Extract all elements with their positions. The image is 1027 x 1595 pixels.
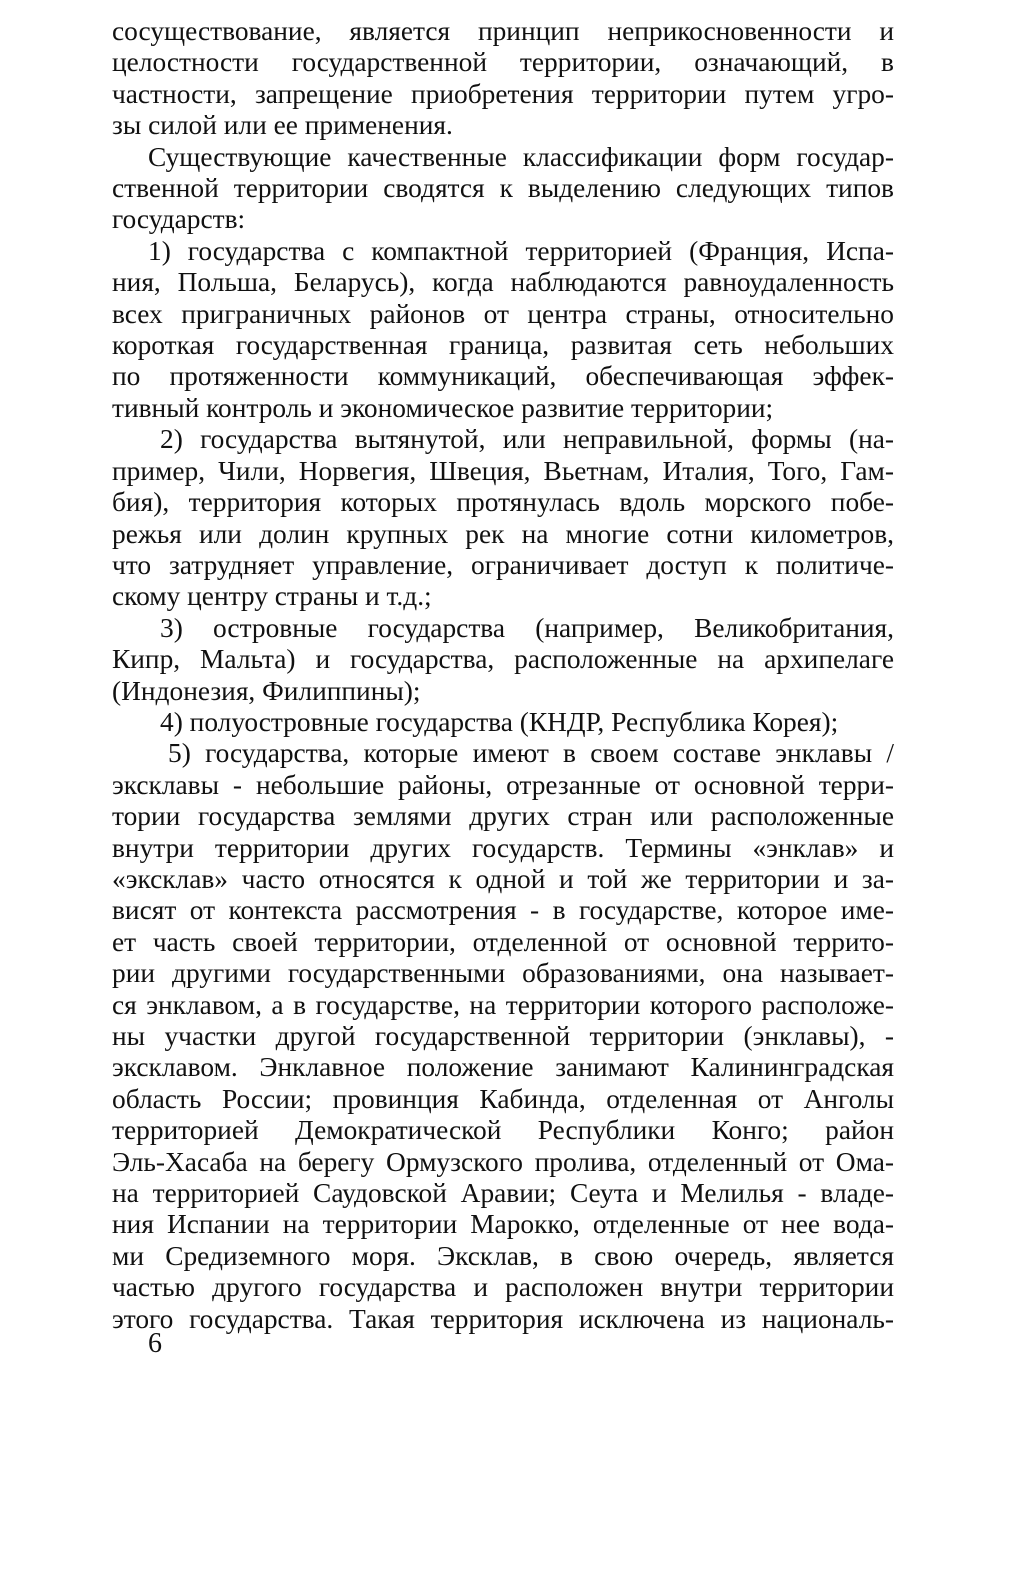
text-line: на территорией Саудовской Аравии; Сеута и Мелилья - владе-: [112, 1178, 894, 1209]
book-page: [112, 16, 894, 1576]
text-line: область России; провинция Кабинда, отделенная от Анголы: [112, 1083, 894, 1114]
text-line: по протяженности коммуникаций, обеспечивающая эффек-: [112, 361, 894, 392]
text-line: что затрудняет управление, ограничивает доступ к политиче-: [112, 549, 894, 580]
text-line: тивный контроль и экономическое развитие территории;: [112, 392, 774, 423]
text-line: ет часть своей территории, отделенной от основной террито-: [112, 926, 894, 957]
text-line: ны участки другой государственной территории (энклавы), -: [112, 1021, 894, 1051]
text-line: «эксклав» часто относятся к одной и той же территории и за-: [112, 863, 894, 894]
text-line: (Индонезия, Филиппины);: [112, 675, 421, 706]
text-line: частью другого государства и расположен внутри территории: [112, 1272, 894, 1303]
text-line: внутри территории других государств. Термины «энклав» и: [112, 832, 894, 863]
paragraph: [112, 613, 894, 707]
text-line: зы силой или ее применения.: [112, 110, 453, 141]
paragraph: [112, 424, 894, 612]
text-line: Существующие качественные классификации форм государ-: [148, 141, 894, 172]
text-line: ся энклавом, а в государстве, на территории которого расположе-: [112, 989, 894, 1020]
text-line: пример, Чили, Норвегия, Швеция, Вьетнам, Италия, Того, Гам-: [112, 455, 894, 486]
text-line: эксклавом. Энклавное положение занимают Калининградская: [112, 1052, 894, 1083]
text-line: ния Испании на территории Марокко, отделенные от нее вода-: [112, 1209, 894, 1240]
page-number: 6: [148, 1328, 162, 1359]
text-line: тории государства землями других стран или расположенные: [112, 801, 894, 832]
text-line: целостности государственной территории, означающий, в: [112, 47, 894, 78]
paragraph: [112, 142, 894, 236]
text-line: частности, запрещение приобретения территории путем угро-: [112, 78, 894, 109]
text-line: Кипр, Мальта) и государства, расположенные на архипелаге: [112, 644, 894, 675]
text-line: ственной территории сводятся к выделению следующих типов: [112, 173, 894, 204]
text-line: рии другими государственными образованиями, она называет-: [112, 958, 894, 989]
text-line: висят от контекста рассмотрения - в государстве, которое име-: [112, 895, 894, 926]
paragraph: [112, 707, 894, 738]
text-line: всех приграничных районов от центра страны, относительно: [112, 298, 894, 329]
text-line: 5) государства, которые имеют в своем составе энклавы /: [168, 738, 894, 769]
text-line: государств:: [112, 204, 246, 235]
text-line: сосуществование, является принцип неприкосновенности и: [112, 16, 894, 46]
text-line: 2) государства вытянутой, или неправильной, формы (на-: [160, 424, 894, 455]
text-line: режья или долин крупных рек на многие сотни километров,: [112, 518, 894, 549]
text-line: эксклавы - небольшие районы, отрезанные от основной терри-: [112, 769, 894, 800]
paragraph: [112, 16, 894, 142]
paragraph: [112, 236, 894, 424]
text-line: 3) островные государства (например, Великобритания,: [160, 612, 894, 643]
text-line: короткая государственная граница, развитая сеть небольших: [112, 330, 894, 361]
paragraph: [112, 738, 894, 1335]
text-line: бия), территория которых протянулась вдоль морского побе-: [112, 487, 894, 518]
text-line: Эль-Хасаба на берегу Ормузского пролива, отделенный от Ома-: [112, 1146, 894, 1177]
text-line: этого государства. Такая территория исключена из националь-: [112, 1303, 894, 1334]
body-text: [112, 16, 894, 1335]
text-line: скому центру страны и т.д.;: [112, 581, 432, 612]
text-line: ми Средиземного моря. Эксклав, в свою очередь, является: [112, 1240, 894, 1271]
text-line: ния, Польша, Беларусь), когда наблюдаются равноудаленность: [112, 267, 894, 298]
text-line: 1) государства с компактной территорией (Франция, Испа-: [148, 235, 894, 266]
text-line: территорией Демократической Республики Конго; район: [112, 1115, 894, 1146]
text-line: 4) полуостровные государства (КНДР, Республика Корея);: [160, 706, 839, 737]
